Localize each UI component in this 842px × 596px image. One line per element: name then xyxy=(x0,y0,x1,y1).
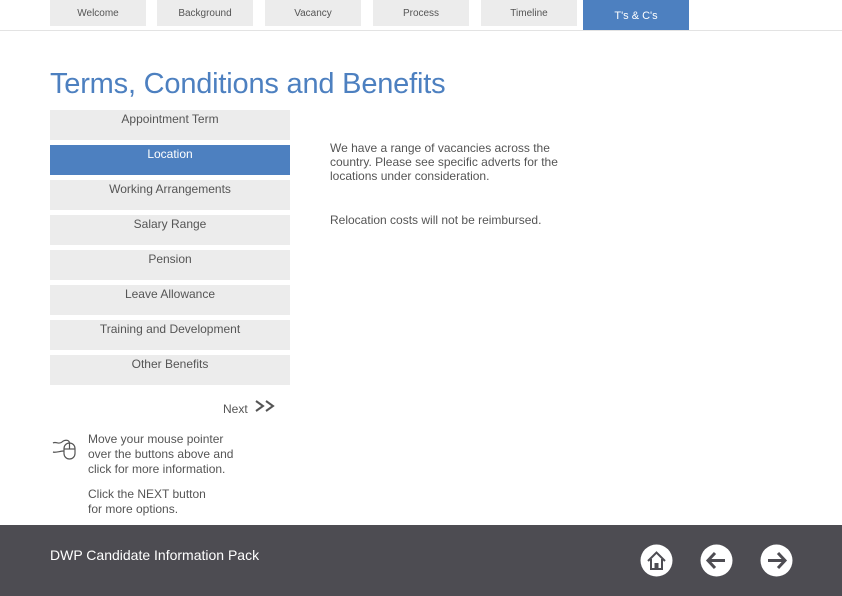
menu-item-salary-range[interactable] xyxy=(50,215,290,246)
menu-item-pension[interactable] xyxy=(50,250,290,281)
mouse-hint-text: Move your mouse pointer over the buttons above and click for more information. xyxy=(88,432,234,476)
double-chevron-right-icon[interactable] xyxy=(254,399,278,413)
menu-item-leave-allowance[interactable] xyxy=(50,285,290,316)
menu-item-label: Pension xyxy=(148,252,192,266)
tab-ts-and-cs[interactable]: T's & C's xyxy=(583,0,689,31)
home-icon[interactable] xyxy=(640,544,673,577)
footer xyxy=(0,525,842,596)
menu-item-label: Working Arrangements xyxy=(109,182,231,196)
arrow-left-icon[interactable] xyxy=(700,544,733,577)
menu-item-label: Location xyxy=(147,147,193,161)
next-button[interactable]: Next xyxy=(223,402,248,416)
content-paragraph-1: We have a range of vacancies across the country. Please see specific adverts for the locations under consideration. xyxy=(330,141,558,183)
mouse-icon xyxy=(52,437,78,461)
menu-item-appointment-term[interactable] xyxy=(50,110,290,141)
menu-item-label: Other Benefits xyxy=(131,357,209,371)
menu-item-training-and-development[interactable] xyxy=(50,320,290,351)
top-divider xyxy=(0,30,842,31)
menu-item-label: Leave Allowance xyxy=(124,287,216,301)
arrow-right-icon[interactable] xyxy=(760,544,793,577)
top-navigation xyxy=(0,0,842,31)
tab-welcome[interactable]: Welcome xyxy=(50,0,146,26)
menu-item-label: Appointment Term xyxy=(121,112,219,126)
page-title: Terms, Conditions and Benefits xyxy=(50,68,446,100)
tab-vacancy[interactable]: Vacancy xyxy=(265,0,361,26)
tab-background[interactable]: Background xyxy=(157,0,253,26)
menu-item-label: Training and Development xyxy=(99,322,241,336)
tab-process[interactable]: Process xyxy=(373,0,469,26)
footer-title: DWP Candidate Information Pack xyxy=(50,547,260,563)
menu-item-working-arrangements[interactable] xyxy=(50,180,290,211)
menu-item-location[interactable] xyxy=(50,145,290,176)
menu-item-label: Salary Range xyxy=(133,217,207,231)
menu-item-other-benefits[interactable] xyxy=(50,355,290,386)
tab-timeline[interactable]: Timeline xyxy=(481,0,577,26)
next-hint-text: Click the NEXT button for more options. xyxy=(88,487,206,516)
content-paragraph-2: Relocation costs will not be reimbursed. xyxy=(330,213,542,227)
